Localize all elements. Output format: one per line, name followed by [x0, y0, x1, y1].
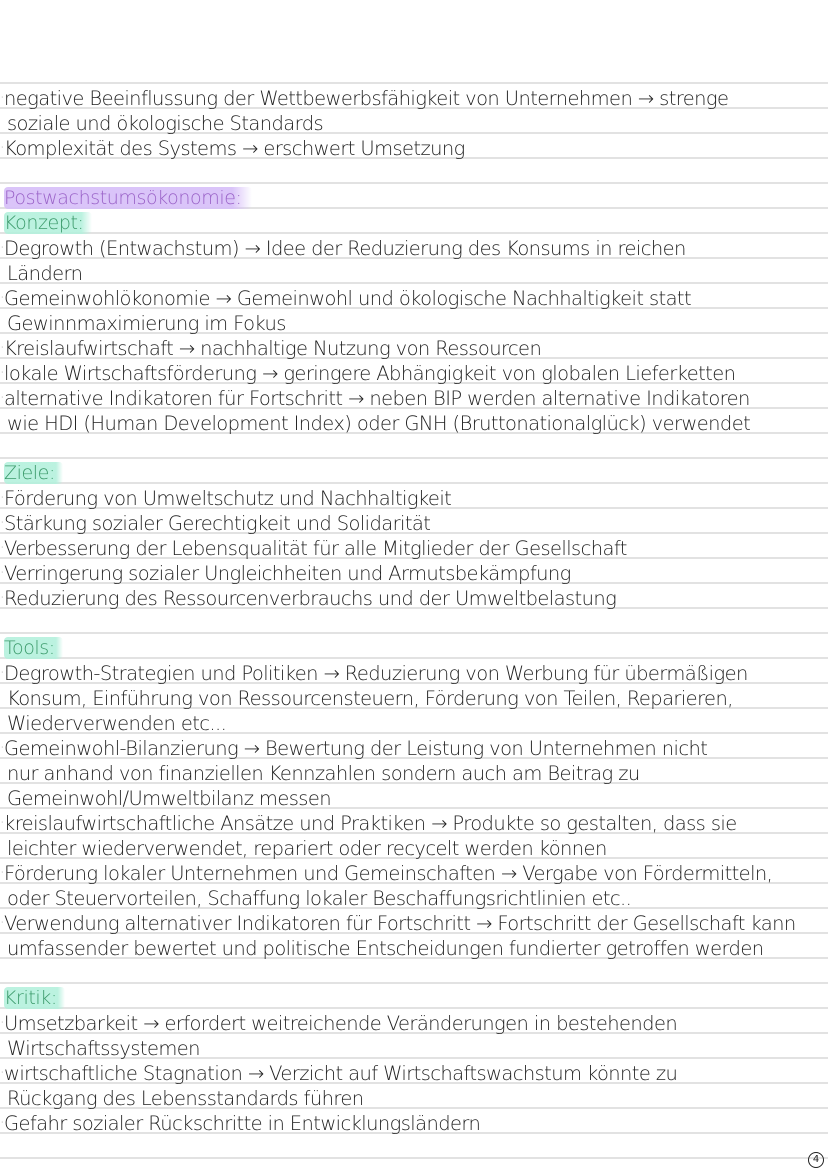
konzept-line-3: · Gemeinwohlökonomie → Gemeinwohl und ökologische Nachhaltigkeit statt [4, 286, 824, 311]
kritik-line-2: Wirtschaftssystemen [7, 1037, 200, 1060]
intro-line-3: · Komplexität des Systems → erschwert Umsetzung [4, 136, 824, 161]
ziele-line-3: · Verbesserung der Lebensqualität für alle Mitglieder der Gesellschaft [4, 536, 824, 561]
title-text: Postwachstumsökonomie: [4, 187, 252, 209]
tools-line-6: Gemeinwohl/Umweltbilanz messen [7, 787, 332, 810]
tools-line-1: · Degrowth-Strategien und Politiken → Reduzierung von Werbung für übermäßigen [4, 661, 824, 686]
tools-heading [4, 636, 824, 661]
konzept-line-5: · Kreislaufwirtschaft → nachhaltige Nutzung von Ressourcen [4, 336, 824, 361]
tools-line-10: oder Steuervorteilen, Schaffung lokaler Beschaffungsrichtlinien etc.. [7, 887, 632, 910]
konzept-line-2: Ländern [7, 262, 83, 285]
tools-line-8: leichter wiederverwendet, repariert oder recycelt werden können [7, 837, 607, 860]
konzept-line-7: · alternative Indikatoren für Fortschritt → neben BIP werden alternative Indikatoren [4, 386, 824, 411]
kritik-line-4: Rückgang des Lebensstandards führen [7, 1087, 364, 1110]
konzept-line-4: Gewinnmaximierung im Fokus [7, 312, 286, 335]
ziele-line-5: · Reduzierung des Ressourcenverbrauchs und der Umweltbelastung [4, 586, 824, 611]
ziele-heading [4, 461, 824, 486]
page-number: 4 [808, 1152, 824, 1168]
tools-line-9: · Förderung lokaler Unternehmen und Gemeinschaften → Vergabe von Fördermitteln, [4, 861, 824, 886]
page-top-margin [0, 0, 828, 82]
konzept-line-1: · Degrowth (Entwachstum) → Idee der Reduzierung des Konsums in reichen [4, 236, 824, 261]
tools-heading-text: Tools: [4, 637, 63, 659]
intro-line-1: · negative Beeinflussung der Wettbewerbsfähigkeit von Unternehmen → strenge [4, 86, 824, 111]
tools-line-7: · kreislaufwirtschaftliche Ansätze und Praktiken → Produkte so gestalten, dass sie [4, 811, 824, 836]
kritik-line-5: · Gefahr sozialer Rückschritte in Entwicklungsländern [4, 1111, 824, 1136]
ziele-line-1: · Förderung von Umweltschutz und Nachhaltigkeit [4, 486, 824, 511]
konzept-line-6: · lokale Wirtschaftsförderung → geringere Abhängigkeit von globalen Lieferketten [4, 361, 824, 386]
tools-line-2: Konsum, Einführung von Ressourcensteuern, Förderung von Teilen, Reparieren, [7, 687, 733, 710]
kritik-line-3: · wirtschaftliche Stagnation → Verzicht auf Wirtschaftswachstum könnte zu [4, 1061, 824, 1086]
kritik-heading [4, 986, 824, 1011]
konzept-heading [4, 211, 824, 236]
ziele-heading-text: Ziele: [4, 462, 63, 484]
konzept-heading-text: Konzept: [4, 212, 92, 234]
tools-line-11: · Verwendung alternativer Indikatoren für Fortschritt → Fortschritt der Gesellschaft kann [4, 911, 824, 936]
tools-line-4: · Gemeinwohl-Bilanzierung → Bewertung der Leistung von Unternehmen nicht [4, 736, 824, 761]
kritik-heading-text: Kritik: [4, 987, 65, 1009]
ziele-line-2: · Stärkung sozialer Gerechtigkeit und Solidarität [4, 511, 824, 536]
tools-line-5: nur anhand von finanziellen Kennzahlen sondern auch am Beitrag zu [7, 762, 640, 785]
intro-line-2: soziale und ökologische Standards [7, 112, 324, 135]
section-title [4, 186, 824, 211]
tools-line-12: umfassender bewertet und politische Entscheidungen fundierter getroffen werden [7, 937, 764, 960]
kritik-line-1: · Umsetzbarkeit → erfordert weitreichende Veränderungen in bestehenden [4, 1011, 824, 1036]
ziele-line-4: · Verringerung sozialer Ungleichheiten und Armutsbekämpfung [4, 561, 824, 586]
konzept-line-8: wie HDI (Human Development Index) oder GNH (Bruttonationalglück) verwendet [7, 412, 751, 435]
tools-line-3: Wiederverwenden etc... [7, 712, 227, 735]
